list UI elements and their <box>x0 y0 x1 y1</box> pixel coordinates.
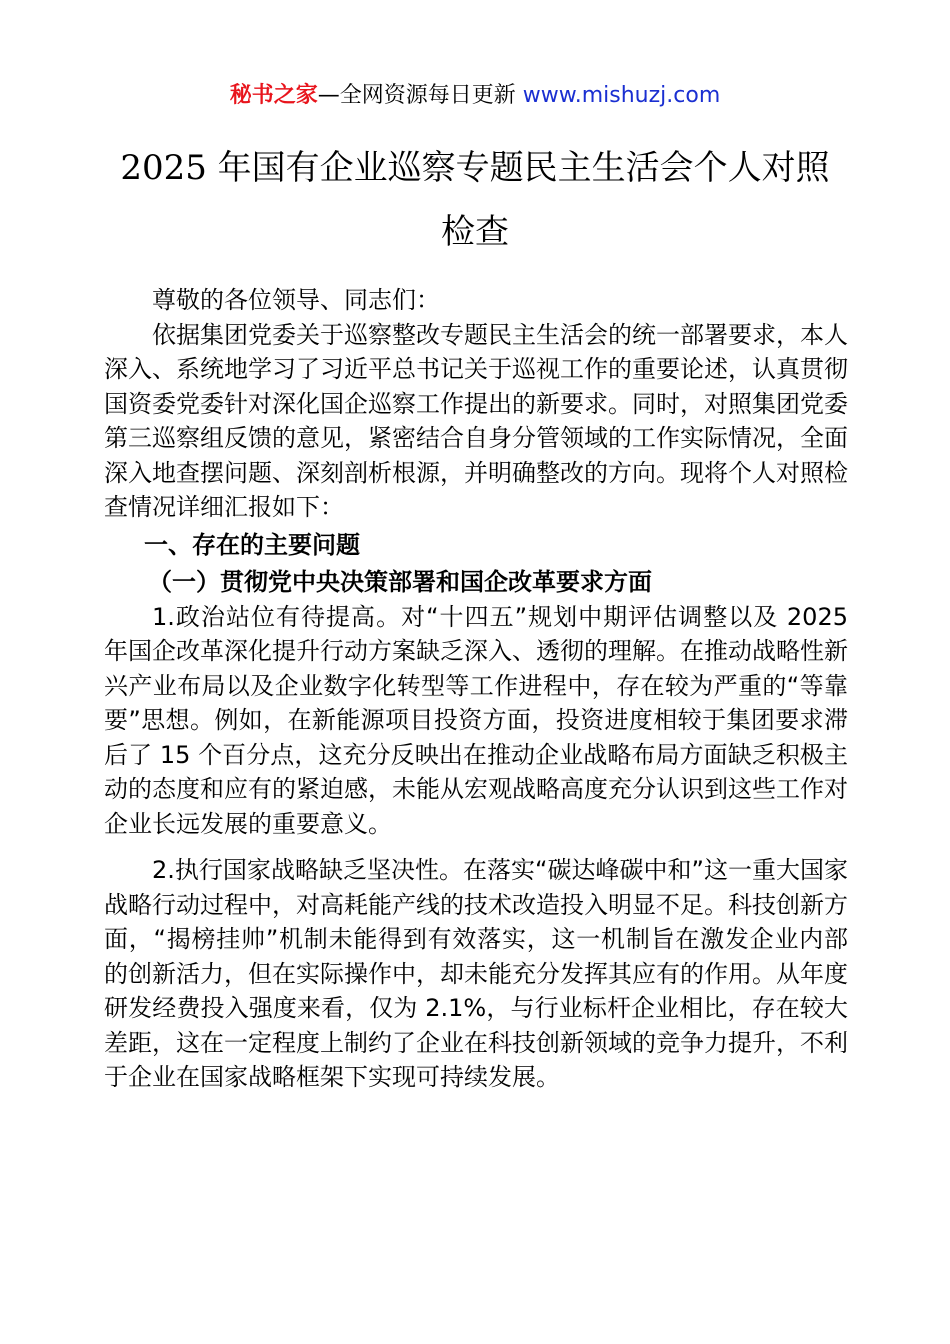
subsection-heading-1: （一）贯彻党中央决策部署和国企改革要求方面 <box>148 568 652 596</box>
intro-paragraph: 依据集团党委关于巡察整改专题民主生活会的统一部署要求，本人深入、系统地学习了习近平总书记关于巡视工作的重要论述，认真贯彻国资委党委针对深化国企巡察工作提出的新要求。同时，对照集团党委第三巡察组反馈的意见，紧密结合自身分管领域的工作实际情况，全面深入地查摆问题、深刻剖析根源，并明确整改的方向。现将个人对照检查情况详细汇报如下： <box>104 320 848 521</box>
document-title-line-1: 2025 年国有企业巡察专题民主生活会个人对照 <box>120 148 830 188</box>
item-paragraph-2: 2.执行国家战略缺乏坚决性。在落实“碳达峰碳中和”这一重大国家战略行动过程中，对高耗能产线的技术改造投入明显不足。科技创新方面，“揭榜挂帅”机制未能得到有效落实，这一机制旨在激发企业内部的创新活力，但在实际操作中，却未能充分发挥其应有的作用。从年度研发经费投入强度来看，仅为 2.1%，与行业标杆企业相比，存在较大差距，这在一定程度上制约了企业在科技创新领域的竞争力提升，不利于企业在国家战略框架下实现可持续发展。 <box>104 856 848 1091</box>
header-slogan: —全网资源每日更新 <box>317 83 523 108</box>
brand-name: 秘书之家 <box>229 83 318 108</box>
site-header <box>0 80 950 112</box>
item-paragraph-1: 1.政治站位有待提高。对“十四五”规划中期评估调整以及 2025 年国企改革深化提升行动方案缺乏深入、透彻的理解。在推动战略性新兴产业布局以及企业数字化转型等工作进程中，存在较为严重的“等靠要”思想。例如，在新能源项目投资方面，投资进度相较于集团要求滞后了 15 个百分点，这充分反映出在推动企业战略布局方面缺乏积极主动的态度和应有的紧迫感，未能从宏观战略高度充分认识到这些工作对企业长远发展的重要意义。 <box>104 602 848 838</box>
document-body <box>104 283 848 1095</box>
section-heading-1: 一、存在的主要问题 <box>144 530 360 559</box>
salutation: 尊敬的各位领导、同志们： <box>152 286 440 314</box>
document-title-line-2: 检查 <box>441 212 509 252</box>
site-url[interactable]: www.mishuzj.com <box>522 83 721 108</box>
